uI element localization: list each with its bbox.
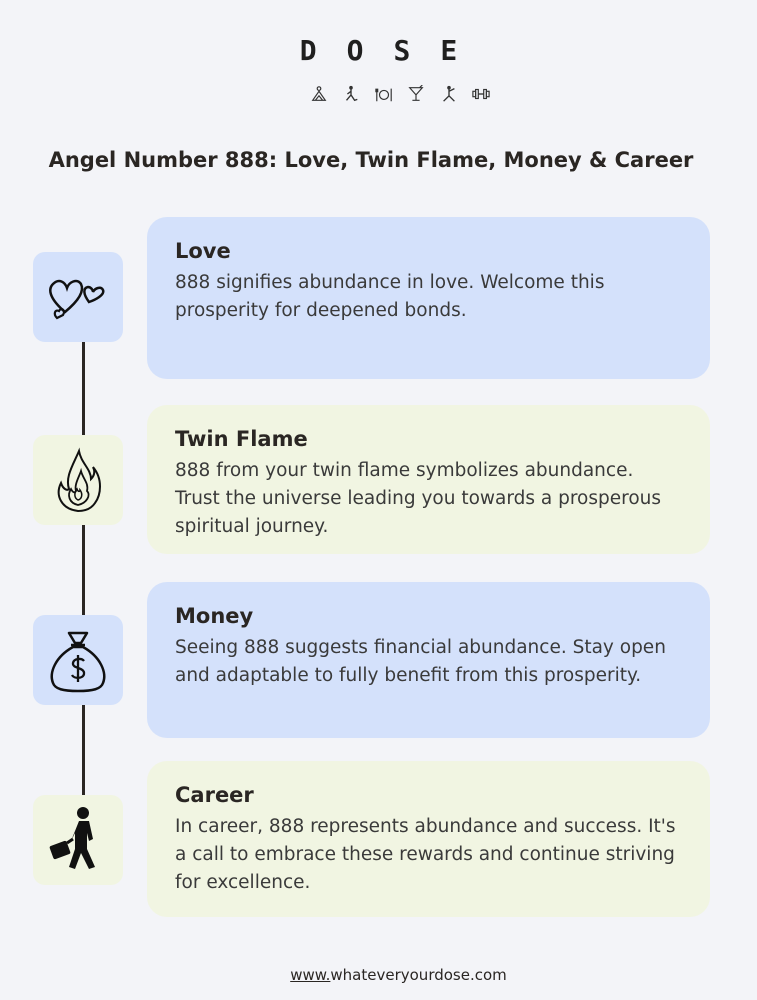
section-heading: Money (175, 604, 254, 628)
money-bag-icon (43, 625, 113, 695)
twin-flame-icon-tile (33, 435, 123, 525)
section-heading: Twin Flame (175, 427, 308, 451)
yoga-pose-icon (310, 85, 328, 103)
stretch-icon (440, 85, 458, 103)
section-text: Seeing 888 suggests financial abundance. Stay open and adaptable to fully benefit from this prosperity. (175, 637, 666, 686)
footer-prefix: www. (290, 966, 331, 984)
section-card-career (147, 761, 710, 917)
dining-icon (375, 85, 393, 103)
meditation-icon (342, 85, 360, 103)
career-icon-tile (33, 795, 123, 885)
brand-logo: DOSE (299, 34, 488, 67)
dumbbell-icon (472, 85, 490, 103)
section-card-money (147, 582, 710, 738)
footer-url[interactable] (0, 966, 757, 984)
hearts-icon (43, 262, 113, 332)
section-text: 888 from your twin flame symbolizes abundance. Trust the universe leading you towards a prosperous spiritual journey. (175, 460, 662, 537)
section-heading: Career (175, 783, 254, 807)
section-text: In career, 888 represents abundance and success. It's a call to embrace these rewards and continue striving for excellence. (175, 816, 676, 893)
timeline-connector (82, 300, 85, 830)
section-card-twin-flame (147, 405, 710, 554)
money-icon-tile (33, 615, 123, 705)
page-title: Angel Number 888: Love, Twin Flame, Money & Career (48, 148, 694, 172)
footer-domain: whateveryourdose.com (330, 966, 507, 984)
flame-icon (43, 445, 113, 515)
cocktail-icon (407, 85, 425, 103)
businessman-walking-icon (43, 805, 113, 875)
section-card-love (147, 217, 710, 379)
section-heading: Love (175, 239, 231, 263)
brand-icon-row (310, 83, 490, 105)
section-text: 888 signifies abundance in love. Welcome this prosperity for deepened bonds. (175, 272, 605, 321)
love-icon-tile (33, 252, 123, 342)
